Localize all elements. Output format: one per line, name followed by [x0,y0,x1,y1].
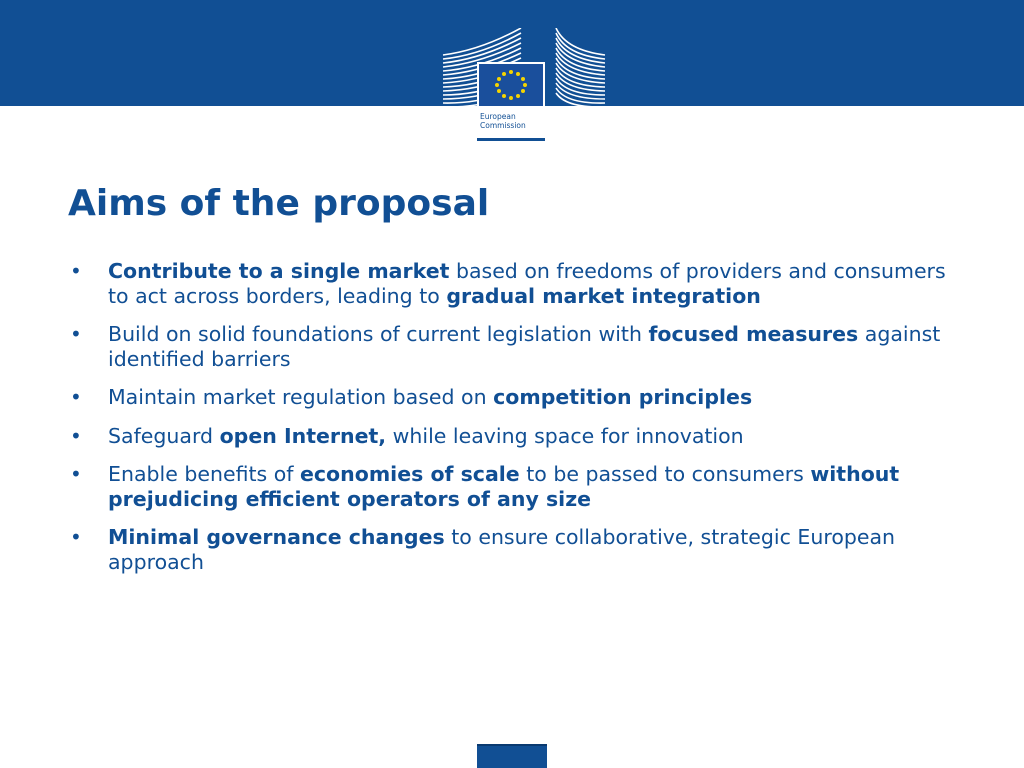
bullet-text: to ensure collaborative, strategic European approach [108,525,896,574]
bullet-list [68,259,968,588]
bullet-bold-text: gradual market integration [446,283,761,308]
building-right-icon [556,28,605,107]
bullet-text: Build on solid foundations of current legislation with [108,322,649,346]
bullet-text: while leaving space for innovation [386,423,744,448]
bullet-bold-text: competition principles [493,385,753,409]
bullet-bold-text: focused measures [648,322,859,346]
bullet-item [68,525,968,574]
bullet-bold-text: without prejudicing efficient operators of any size [108,462,900,511]
bullet-bold-text: open Internet, [219,423,387,448]
bullet-text: to be passed to consumers [519,462,811,486]
bullet-text: based on freedoms of providers and consumers to act across borders, leading to [108,259,946,308]
bullet-text: against identified barriers [108,322,941,371]
footer-tab [477,744,547,768]
bullet-text: Maintain market regulation based on [108,385,494,409]
bullet-bold-text: Contribute to a single market [108,259,450,283]
bullet-item [68,424,968,449]
bullet-item [68,385,968,410]
bullet-bold-text: economies of scale [300,462,520,486]
logo-label-line2: Commission [480,121,526,130]
bullet-item [68,259,968,308]
bullet-bold-text: Minimal governance changes [108,525,445,549]
bullet-item [68,462,968,511]
logo-label-line1: European [480,112,516,121]
bullet-text: Safeguard [108,423,220,448]
slide-title: Aims of the proposal [68,183,490,224]
bullet-text: Enable benefits of [108,462,300,486]
bullet-item [68,322,968,371]
logo-label [477,107,545,141]
